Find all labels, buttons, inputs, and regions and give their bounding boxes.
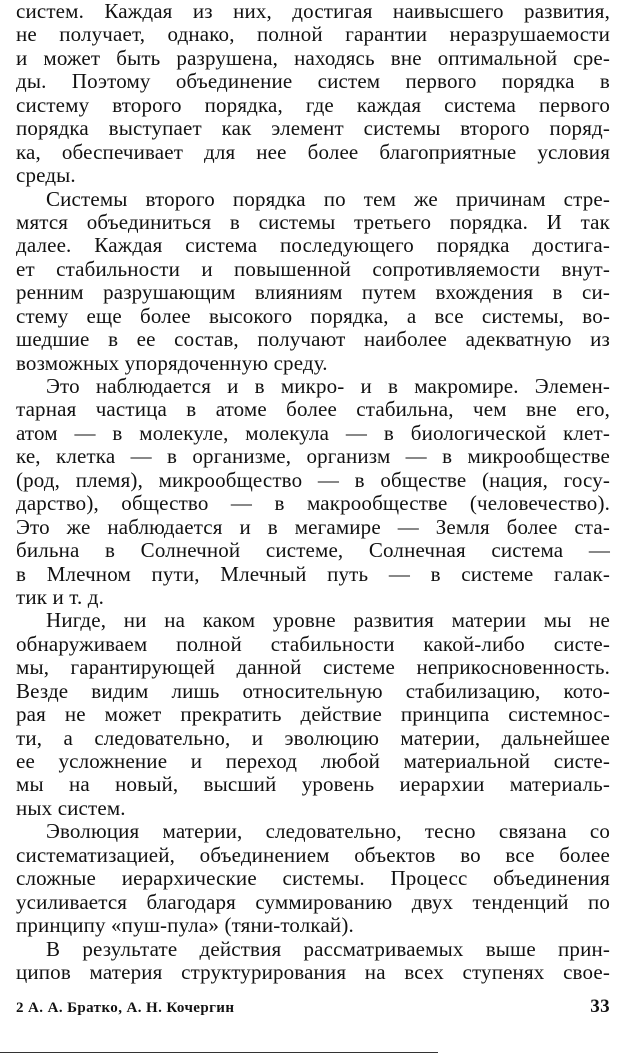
text-line: В результате действия рассматриваемых выше прин- [46, 936, 610, 961]
page-footer [16, 996, 610, 1020]
text-line: принципу «пуш-пула» (тяни-толкай). [16, 913, 354, 938]
text-line: стему еще более высокого порядка, а все системы, во- [16, 303, 610, 328]
text-line: порядка выступает как элемент системы второго поряд- [16, 116, 610, 141]
text-line: ципов материя структурирования на всех ступенях свое- [16, 959, 610, 984]
text-line: систем. Каждая из них, достигая наивысшего развития, [16, 0, 610, 23]
text-line: систематизацией, объединением объектов во все более [16, 842, 610, 867]
text-line: Нигде, ни на каком уровне развития материи мы не [46, 608, 610, 633]
text-line: ренним разрушающим влияниям путем вхождения в си- [16, 280, 610, 305]
text-line: тарная частица в атоме более стабильна, чем вне его, [16, 397, 610, 422]
text-line: систему второго порядка, где каждая система первого [16, 92, 610, 117]
text-line: и может быть разрушена, находясь вне оптимальной сре- [16, 45, 610, 70]
printer-signature: 2 А. А. Братко, А. Н. Кочергин [16, 1000, 235, 1016]
page-text [16, 0, 610, 984]
text-line: атом — в молекуле, молекула — в биологической клет- [16, 420, 610, 445]
text-line: возможных упорядоченную среду. [16, 350, 328, 375]
text-line: ет стабильности и повышенной сопротивляемости внут- [16, 256, 610, 281]
text-line: Это же наблюдается и в мегамире — Земля более ста- [16, 514, 610, 539]
text-line: (род, племя), микрообщество — в обществе (нация, госу- [16, 467, 610, 492]
text-line: обнаруживаем полной стабильности какой-либо систе- [16, 631, 610, 656]
text-line: мятся объединиться в системы третьего порядка. И так [16, 209, 610, 234]
text-line: ке, клетка — в организме, организм — в микрообществе [16, 444, 610, 469]
text-line: не получает, однако, полной гарантии неразрушаемости [16, 22, 610, 47]
text-line: ды. Поэтому объединение систем первого порядка в [16, 69, 610, 94]
page-number: 33 [590, 996, 610, 1017]
text-line: усиливается благодаря суммированию двух тенденций по [16, 889, 610, 914]
text-line: Это наблюдается и в микро- и в макромире. Элемен- [46, 374, 610, 398]
text-line: бильна в Солнечной системе, Солнечная система — [16, 538, 610, 563]
bottom-rule [0, 1052, 438, 1053]
text-line: рая не может прекратить действие принципа системнос- [16, 702, 610, 727]
text-line: мы, гарантирующей данной системе неприкосновенность. [16, 655, 610, 680]
text-line: в Млечном пути, Млечный путь — в системе галак- [16, 561, 610, 586]
text-line: дарство), общество — в макрообществе (человечество). [16, 491, 610, 516]
text-line: сложные иерархические системы. Процесс объединения [16, 866, 610, 891]
text-line: ти, а следовательно, и эволюцию материи, дальнейшее [16, 725, 610, 750]
text-line: среды. [16, 163, 76, 188]
text-line: мы на новый, высший уровень иерархии материаль- [16, 772, 610, 797]
text-line: ных систем. [16, 795, 126, 820]
text-line: Системы второго порядка по тем же причинам стре- [46, 186, 610, 211]
text-line: тик и т. д. [16, 584, 105, 609]
text-line: Везде видим лишь относительную стабилизацию, кото- [16, 678, 610, 703]
text-line: далее. Каждая система последующего порядка достига- [16, 233, 610, 258]
text-line: ка, обеспечивает для нее более благоприятные условия [16, 139, 610, 164]
text-line: шедшие в ее состав, получают наиболее адекватную из [16, 327, 610, 352]
text-line: ее усложнение и переход любой материальной систе- [16, 749, 610, 773]
text-line: Эволюция материи, следовательно, тесно связана со [46, 819, 610, 844]
